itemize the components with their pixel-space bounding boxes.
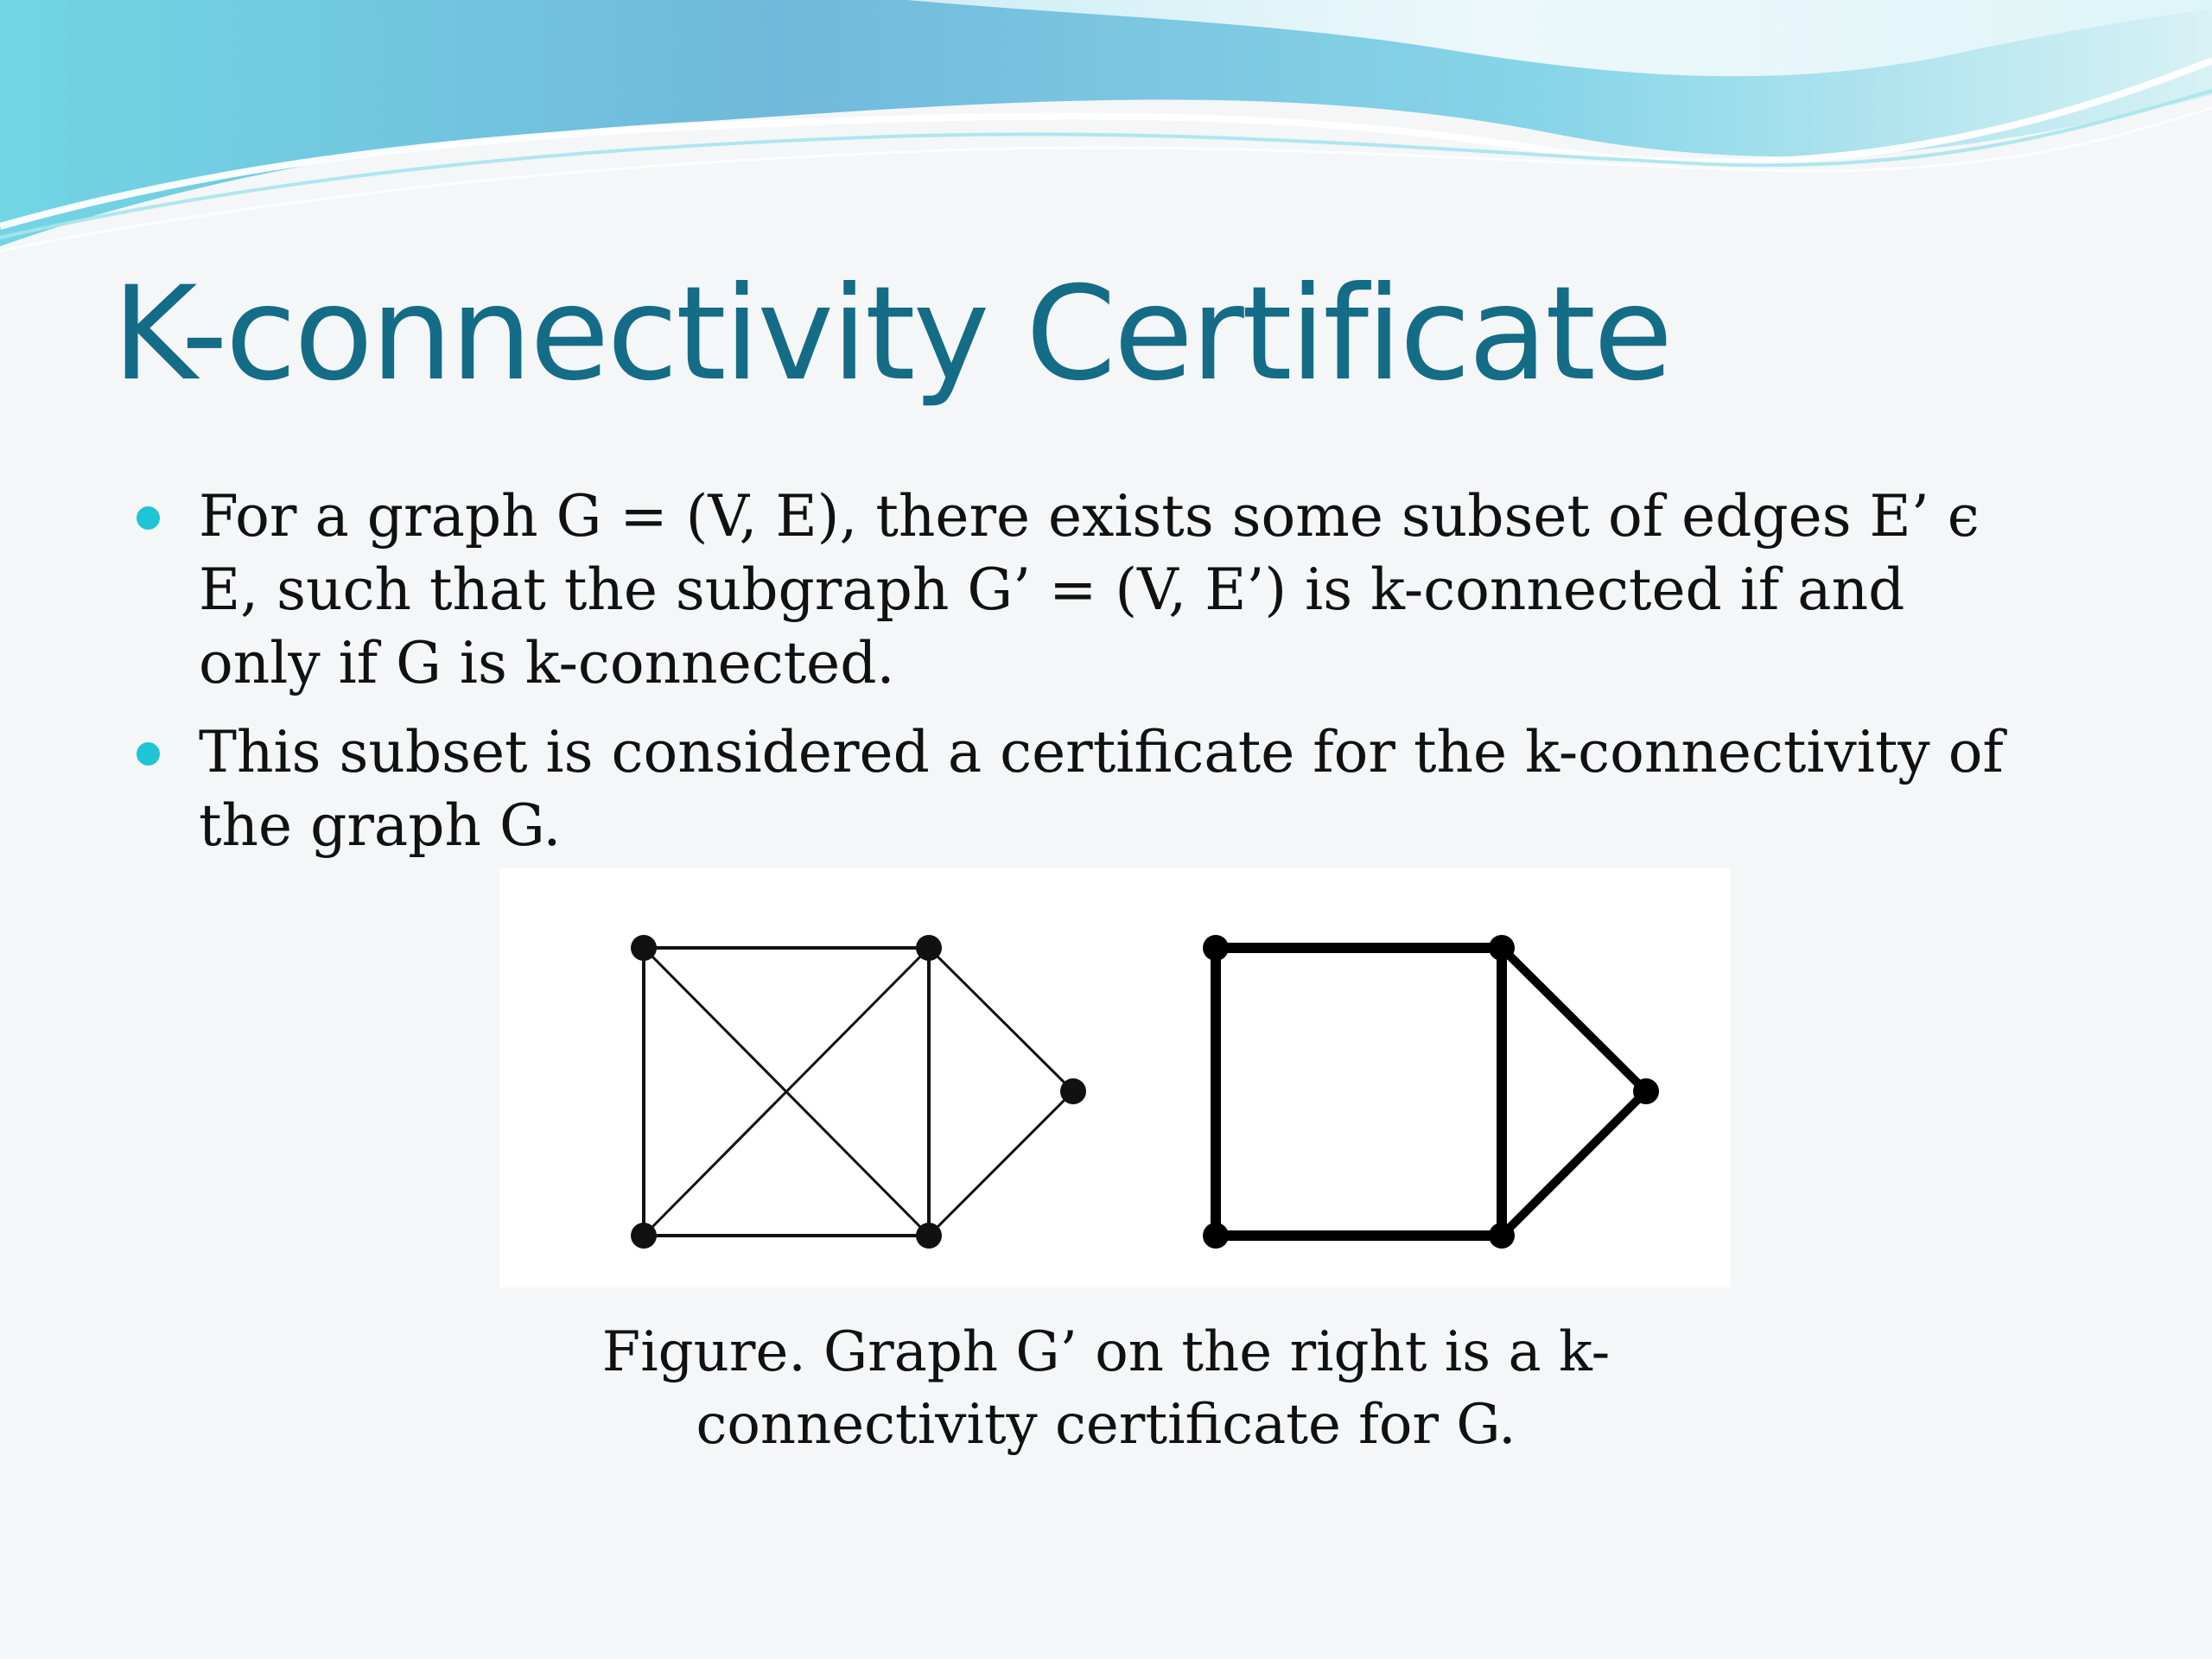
decorative-wave-header	[0, 0, 2212, 259]
graph-comparison-figure	[499, 868, 1731, 1287]
bullet-item-2	[130, 715, 2031, 862]
page-title: K-connectivity Certificate	[112, 259, 1671, 410]
figure-caption: Figure. Graph G’ on the right is a k-connectivity certificate for G.	[601, 1320, 1611, 1457]
certificate-node	[1633, 1078, 1659, 1104]
graph-node	[1060, 1078, 1086, 1104]
bullet-item-1	[130, 480, 2031, 700]
certificate-graph-g-prime	[1203, 935, 1659, 1249]
certificate-node	[1203, 1223, 1229, 1249]
bullet-icon	[137, 506, 160, 530]
bullet-text-1: For a graph G = (V, E), there exists some subset of edges E’ ϵ E, such that the subgraph G’ = (V, E’) is k-connected if and only if G is k-connected.	[199, 483, 1980, 696]
graph-node	[916, 935, 942, 961]
bullet-text-2: This subset is considered a certificate for the k-connectivity of the graph G.	[199, 719, 2004, 859]
certificate-edge	[1502, 948, 1646, 1091]
bullet-icon	[137, 742, 160, 766]
graph-node	[631, 1223, 657, 1249]
certificate-node	[1489, 935, 1515, 961]
graph-edge	[929, 1091, 1073, 1236]
graph-edge	[929, 948, 1073, 1091]
graph-node	[631, 935, 657, 961]
certificate-node	[1489, 1223, 1515, 1249]
bullet-list	[130, 480, 2031, 878]
graph-figure-panel	[499, 868, 1731, 1287]
original-graph-g	[631, 935, 1086, 1249]
certificate-edge	[1502, 1091, 1646, 1236]
certificate-node	[1203, 935, 1229, 961]
graph-node	[916, 1223, 942, 1249]
